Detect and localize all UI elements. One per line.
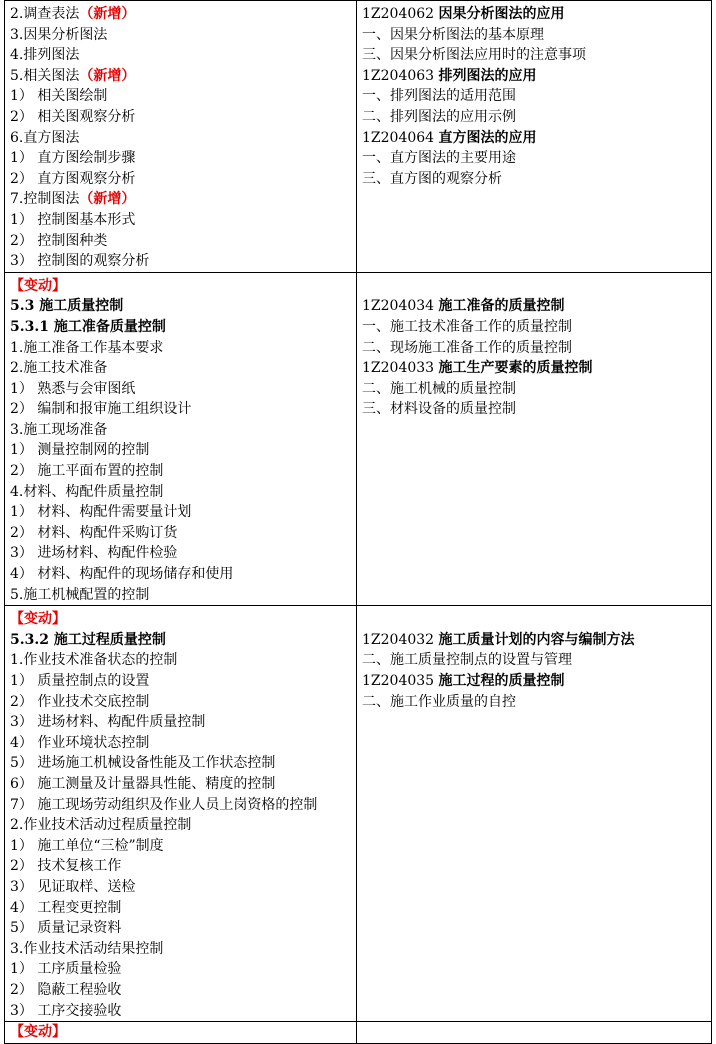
line-text: 2） 材料、构配件采购订货 xyxy=(10,524,178,541)
outline-line xyxy=(10,959,352,980)
line-text: 2） 隐蔽工程验收 xyxy=(10,981,122,998)
outline-line xyxy=(10,753,352,774)
outline-line xyxy=(10,231,352,252)
line-text: 3） 控制图的观察分析 xyxy=(10,253,150,270)
outline-line xyxy=(10,543,352,564)
left-cell-outline xyxy=(5,1022,357,1044)
outline-line xyxy=(362,4,707,25)
line-text: 1） 相关图绘制 xyxy=(10,88,108,105)
table-row xyxy=(5,1,712,273)
line-text: 2.施工技术准备 xyxy=(10,360,108,377)
line-text: 2） 直方图观察分析 xyxy=(10,170,136,187)
line-text: 一、排列图法的适用范围 xyxy=(362,88,516,105)
tag-spacer xyxy=(362,609,707,630)
line-text: 一、施工技术准备工作的质量控制 xyxy=(362,318,572,335)
line-text: 5.施工机械配置的控制 xyxy=(10,586,150,603)
outline-line xyxy=(362,379,707,400)
line-text: 一、直方图法的主要用途 xyxy=(362,150,516,167)
tag-spacer xyxy=(362,1022,707,1043)
line-text: 二、现场施工准备工作的质量控制 xyxy=(362,339,572,356)
outline-line xyxy=(10,1001,352,1022)
tag-spacer xyxy=(362,276,707,297)
outline-line xyxy=(362,399,707,420)
line-text: 3） 工序交接验收 xyxy=(10,1002,122,1019)
line-text: 1） 工序质量检验 xyxy=(10,961,122,978)
outline-line xyxy=(10,210,352,231)
outline-line xyxy=(10,918,352,939)
line-text: 2） 控制图种类 xyxy=(10,232,108,249)
line-text: 2） 施工平面布置的控制 xyxy=(10,463,164,480)
outline-line xyxy=(10,25,352,46)
line-text: 3.施工现场准备 xyxy=(10,421,108,438)
outline-line xyxy=(362,650,707,671)
syllabus-comparison-table xyxy=(4,0,712,1044)
change-tag: 【变动】 xyxy=(10,611,66,628)
outline-line xyxy=(10,4,352,25)
outline-line xyxy=(10,399,352,420)
outline-line xyxy=(10,815,352,836)
outline-line xyxy=(10,939,352,960)
line-text: 1.作业技术准备状态的控制 xyxy=(10,652,178,669)
outline-line xyxy=(10,877,352,898)
line-text: 3） 进场材料、构配件质量控制 xyxy=(10,714,206,731)
line-text: 4.材料、构配件质量控制 xyxy=(10,483,164,500)
line-text: 一、因果分析图法的基本原理 xyxy=(362,26,544,43)
outline-line xyxy=(10,296,352,317)
line-text: 3） 见证取样、送检 xyxy=(10,878,136,895)
outline-line xyxy=(10,564,352,585)
outline-line xyxy=(10,379,352,400)
line-text: 施工过程的质量控制 xyxy=(438,673,565,689)
line-text: 5.3 施工质量控制 xyxy=(10,298,124,315)
outline-line xyxy=(362,25,707,46)
outline-line xyxy=(10,671,352,692)
table-row xyxy=(5,1022,712,1044)
line-text: 1） 熟悉与会审图纸 xyxy=(10,380,136,397)
line-text: 4） 材料、构配件的现场储存和使用 xyxy=(10,566,234,583)
outline-line xyxy=(362,169,707,190)
line-text: 5） 质量记录资料 xyxy=(10,920,122,937)
line-text: 因果分析图法的应用 xyxy=(438,6,565,22)
line-text: 三、直方图的观察分析 xyxy=(362,170,502,187)
table-body xyxy=(5,1,712,1044)
left-cell-outline xyxy=(5,606,357,1022)
outline-line xyxy=(10,502,352,523)
outline-line xyxy=(10,317,352,338)
line-text: 7.控制图法 xyxy=(10,191,80,208)
table-row xyxy=(5,606,712,1022)
line-text: 5.3.2 施工过程质量控制 xyxy=(10,631,166,648)
line-text: 6.直方图法 xyxy=(10,129,80,146)
outline-line xyxy=(10,733,352,754)
table-row xyxy=(5,272,712,606)
line-text: 1） 控制图基本形式 xyxy=(10,211,136,228)
outline-line xyxy=(362,671,707,692)
outline-line xyxy=(10,774,352,795)
right-cell-outline xyxy=(357,1,712,273)
line-text: 施工质量计划的内容与编制方法 xyxy=(438,631,635,648)
outline-line xyxy=(10,461,352,482)
outline-line xyxy=(10,585,352,606)
outline-line xyxy=(362,338,707,359)
line-text: 直方图法的应用 xyxy=(438,129,537,146)
line-text: 二、排列图法的应用示例 xyxy=(362,108,516,125)
outline-line xyxy=(10,251,352,272)
section-code: 1Z204033 xyxy=(362,360,439,377)
line-text: 4） 作业环境状态控制 xyxy=(10,734,150,751)
new-badge: （新增） xyxy=(79,67,136,84)
line-text: 1） 直方图绘制步骤 xyxy=(10,150,136,167)
new-badge: （新增） xyxy=(79,6,136,22)
line-text: 6） 施工测量及计量器具性能、精度的控制 xyxy=(10,775,276,792)
change-tag: 【变动】 xyxy=(10,277,66,294)
outline-line xyxy=(10,86,352,107)
section-code: 1Z204034 xyxy=(362,298,439,315)
change-tag: 【变动】 xyxy=(10,1024,66,1041)
line-text: 5.3.1 施工准备质量控制 xyxy=(10,318,166,335)
line-text: 2.作业技术活动过程质量控制 xyxy=(10,817,192,834)
line-text: 5） 进场施工机械设备性能及工作状态控制 xyxy=(10,755,276,772)
outline-line xyxy=(362,66,707,87)
section-code: 1Z204062 xyxy=(362,6,439,22)
line-text: 二、施工作业质量的自控 xyxy=(362,693,516,710)
outline-line xyxy=(10,692,352,713)
line-text: 施工生产要素的质量控制 xyxy=(438,360,593,377)
right-cell-outline xyxy=(357,272,712,606)
line-text: 2） 技术复核工作 xyxy=(10,858,122,875)
outline-line xyxy=(10,650,352,671)
outline-line xyxy=(10,980,352,1001)
line-text: 排列图法的应用 xyxy=(438,67,537,84)
outline-line xyxy=(362,86,707,107)
left-cell-outline xyxy=(5,1,357,273)
outline-line xyxy=(10,482,352,503)
line-text: 5.相关图法 xyxy=(10,67,80,84)
line-text: 4） 工程变更控制 xyxy=(10,899,122,916)
line-text: 1） 测量控制网的控制 xyxy=(10,442,150,459)
outline-line xyxy=(10,795,352,816)
outline-line xyxy=(10,630,352,651)
outline-line xyxy=(10,420,352,441)
outline-line xyxy=(10,358,352,379)
outline-line xyxy=(362,45,707,66)
outline-line xyxy=(10,107,352,128)
outline-line xyxy=(10,712,352,733)
section-code: 1Z204035 xyxy=(362,673,439,689)
outline-line xyxy=(10,836,352,857)
outline-line xyxy=(10,148,352,169)
outline-line xyxy=(362,692,707,713)
section-code: 1Z204032 xyxy=(362,631,439,648)
line-text: 三、因果分析图法应用时的注意事项 xyxy=(362,47,586,64)
outline-line xyxy=(362,128,707,149)
outline-line xyxy=(10,45,352,66)
line-text: 2） 作业技术交底控制 xyxy=(10,693,150,710)
line-text: 1） 材料、构配件需要量计划 xyxy=(10,504,192,521)
outline-line xyxy=(10,523,352,544)
outline-line xyxy=(362,630,707,651)
outline-line xyxy=(362,358,707,379)
line-text: 1） 施工单位“三检”制度 xyxy=(10,837,164,854)
outline-line xyxy=(362,296,707,317)
outline-line xyxy=(10,856,352,877)
line-text: 1.施工准备工作基本要求 xyxy=(10,339,164,356)
outline-line xyxy=(10,440,352,461)
line-text: 1） 质量控制点的设置 xyxy=(10,673,150,689)
section-code: 1Z204063 xyxy=(362,67,439,84)
line-text: 3.作业技术活动结果控制 xyxy=(10,940,164,957)
outline-line xyxy=(10,169,352,190)
line-text: 7） 施工现场劳动组织及作业人员上岗资格的控制 xyxy=(10,796,318,813)
line-text: 3.因果分析图法 xyxy=(10,26,108,43)
line-text: 2.调查表法 xyxy=(10,6,80,22)
outline-line xyxy=(10,128,352,149)
outline-line xyxy=(10,189,352,210)
line-text: 施工准备的质量控制 xyxy=(438,298,565,315)
outline-line xyxy=(362,317,707,338)
line-text: 3） 进场材料、构配件检验 xyxy=(10,545,178,562)
line-text: 2） 编制和报审施工组织设计 xyxy=(10,401,192,418)
outline-line xyxy=(10,338,352,359)
left-cell-outline xyxy=(5,272,357,606)
outline-line xyxy=(362,107,707,128)
line-text: 2） 相关图观察分析 xyxy=(10,108,136,125)
right-cell-outline xyxy=(357,1022,712,1044)
new-badge: （新增） xyxy=(79,191,136,208)
line-text: 4.排列图法 xyxy=(10,47,80,64)
line-text: 二、施工质量控制点的设置与管理 xyxy=(362,652,572,669)
outline-line xyxy=(10,898,352,919)
line-text: 三、材料设备的质量控制 xyxy=(362,401,516,418)
right-cell-outline xyxy=(357,606,712,1022)
outline-line xyxy=(362,148,707,169)
outline-line xyxy=(10,66,352,87)
line-text: 二、施工机械的质量控制 xyxy=(362,380,516,397)
section-code: 1Z204064 xyxy=(362,129,439,146)
